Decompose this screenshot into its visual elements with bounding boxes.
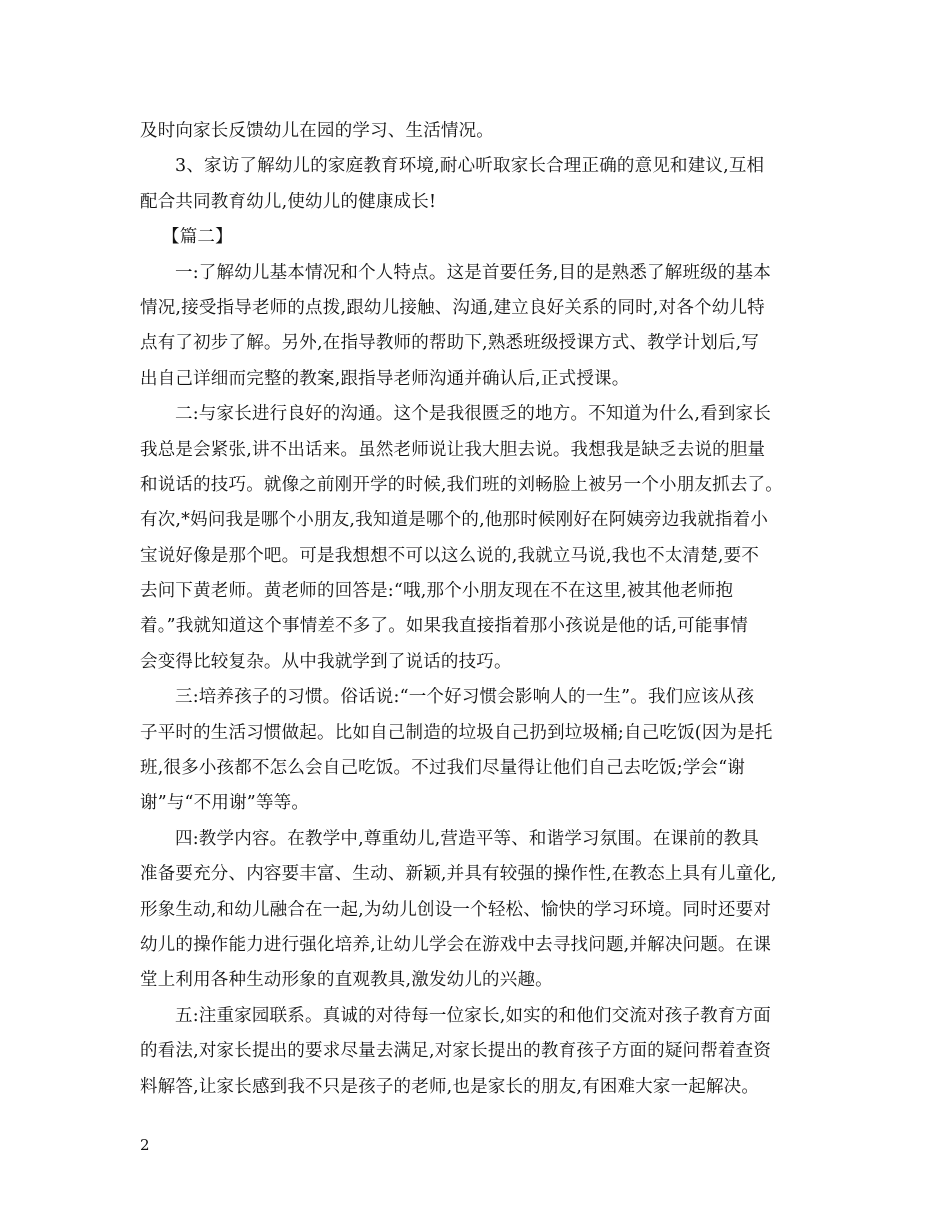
- text-line: 幼儿的操作能力进行强化培养,让幼儿学会在游戏中去寻找问题,并解决问题。在课: [140, 934, 772, 955]
- text-line: 着。”我就知道这个事情差不多了。如果我直接指着那小孩说是他的话,可能事情: [140, 616, 748, 637]
- text-line: 去问下黄老师。黄老师的回答是:“哦,那个小朋友现在不在这里,被其他老师抱: [140, 581, 734, 602]
- text-line: 一:了解幼儿基本情况和个人特点。这是首要任务,目的是熟悉了解班级的基本: [175, 262, 771, 283]
- text-line: 配合共同教育幼儿,使幼儿的健康成长!: [140, 191, 437, 212]
- text-line: 三:培养孩子的习惯。俗话说:“一个好习惯会影响人的一生”。我们应该从孩: [175, 687, 755, 708]
- text-line: 料解答,让家长感到我不只是孩子的老师,也是家长的朋友,有困难大家一起解决。: [140, 1076, 760, 1097]
- text-line: 宝说好像是那个吧。可是我想想不可以这么说的,我就立马说,我也不太清楚,要不: [140, 545, 760, 566]
- text-line: 谢”与“不用谢”等等。: [140, 793, 310, 814]
- section-heading: 【篇二】: [162, 227, 233, 248]
- text-line: 点有了初步了解。另外,在指导教师的帮助下,熟悉班级授课方式、教学计划后,写: [140, 333, 760, 354]
- document-body: [140, 114, 825, 1105]
- text-line: 有次,*妈问我是哪个小朋友,我知道是哪个的,他那时候刚好在阿姨旁边我就指着小: [140, 510, 769, 531]
- text-line: 堂上利用各种生动形象的直观教具,激发幼儿的兴趣。: [140, 970, 553, 991]
- page-number: 2: [140, 1136, 150, 1154]
- text-line: 班,很多小孩都不怎么会自己吃饭。不过我们尽量得让他们自己去吃饭;学会“谢: [140, 758, 746, 779]
- text-line: 准备要充分、内容要丰富、生动、新颖,并具有较强的操作性,在教态上具有儿童化,: [140, 864, 777, 885]
- text-line: 子平时的生活习惯做起。比如自己制造的垃圾自己扔到垃圾桶;自己吃饭(因为是托: [140, 722, 773, 743]
- text-line: 出自己详细而完整的教案,跟指导老师沟通并确认后,正式授课。: [140, 368, 630, 389]
- text-line: 四:教学内容。在教学中,尊重幼儿,营造平等、和谐学习氛围。在课前的教具: [175, 828, 760, 849]
- text-line: 和说话的技巧。就像之前刚开学的时候,我们班的刘畅脸上被另一个小朋友抓去了。: [140, 474, 783, 495]
- text-line: 会变得比较复杂。从中我就学到了说话的技巧。: [140, 651, 512, 672]
- text-line: 五:注重家园联系。真诚的对待每一位家长,如实的和他们交流对孩子教育方面: [175, 1005, 771, 1026]
- text-line: 3、家访了解幼儿的家庭教育环境,耐心听取家长合理正确的意见和建议,互相: [175, 156, 765, 177]
- text-line: 我总是会紧张,讲不出话来。虽然老师说让我大胆去说。我想我是缺乏去说的胆量: [140, 439, 766, 460]
- text-line: 情况,接受指导老师的点拨,跟幼儿接触、沟通,建立良好关系的同时,对各个幼儿特: [140, 297, 765, 318]
- text-line: 及时向家长反馈幼儿在园的学习、生活情况。: [140, 121, 494, 141]
- text-line: 二:与家长进行良好的沟通。这个是我很匮乏的地方。不知道为什么,看到家长: [175, 404, 771, 425]
- text-line: 形象生动,和幼儿融合在一起,为幼儿创设一个轻松、愉快的学习环境。同时还要对: [140, 899, 772, 920]
- text-line: 的看法,对家长提出的要求尽量去满足,对家长提出的教育孩子方面的疑问帮着查资: [140, 1041, 772, 1062]
